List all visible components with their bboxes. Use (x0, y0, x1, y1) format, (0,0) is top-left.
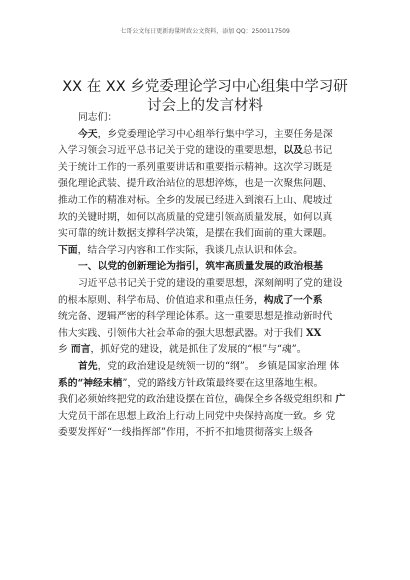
text-line (58, 176, 358, 193)
bold-text: 以及 (283, 145, 303, 157)
text-line (58, 243, 358, 260)
bold-text: 系的“ (58, 377, 84, 389)
text-segment: 实可靠的统计数据支撑科学决策，是摆在我们面前的重大课题。 (58, 228, 333, 240)
text-segment: ，乡党委理论学习中心组举行集中学习，主要任务是深 (97, 128, 333, 140)
text-segment: 乡 (58, 344, 71, 356)
text-segment: 总书记 (302, 145, 333, 157)
text-line (58, 376, 358, 393)
text-segment: 大党员干部在思想上政治上行动上同党中央保持高度一致。乡 党 (58, 410, 336, 422)
text-segment: 关于统计工作的一系列重要讲话和重要指示精神。这次学习既是 (58, 161, 333, 173)
text-line (58, 293, 358, 310)
text-segment: ”，党的路线方针政策最终要在这里落地生根。 (122, 377, 324, 389)
text-line (58, 359, 358, 376)
header-note: 七哥公文每日更新海量时政公文资料，添加 QQ：2500117509 (120, 28, 290, 35)
bold-text: 一、以党的创新理论为指引，筑牢高质量发展的政治根基 (78, 261, 323, 273)
text-line (58, 392, 358, 409)
bold-text: 而言 (70, 344, 91, 356)
text-line (58, 110, 358, 127)
text-line (58, 127, 358, 144)
text-segment: 强化理论武装、提升政治站位的思想淬炼，也是一次聚焦问题、 (58, 178, 333, 190)
bold-text: 下面 (58, 244, 78, 256)
bold-text: 今天 (78, 128, 98, 140)
text-line (58, 143, 358, 160)
text-segment: ，结合学习内容和工作实际，我谈几点认识和体会。 (77, 244, 303, 256)
text-line (58, 210, 358, 227)
bold-text: XX (306, 327, 322, 339)
bold-text: 广 (335, 394, 346, 406)
text-line (58, 425, 358, 442)
text-line (58, 309, 358, 326)
text-segment: 委要发挥好“一线指挥部”作用，不折不扣地贯彻落实上级各 (58, 427, 313, 439)
title-line-1: XX 在 XX 乡党委理论学习中心组集中学习研 (62, 79, 348, 95)
text-segment: 习近平总书记关于党的建设的重要思想，深刻阐明了党的建设 (78, 277, 343, 289)
bold-text: 神经末梢 (83, 377, 123, 389)
text-line (58, 276, 358, 293)
text-line (58, 160, 358, 177)
bold-text: 首先 (78, 360, 98, 372)
text-segment: 推动工作的精准对标。全乡的发展已经进入到滚石上山、爬坡过 (58, 194, 333, 206)
text-segment: 入学习领会习近平总书记关于党的建设的重要思想， (58, 145, 284, 157)
text-segment: 我们必须始终把党的政治建设摆在首位，确保全乡各级党组织和 (58, 394, 336, 406)
text-segment: 坎的关键时期，如何以高质量的党建引领高质量发展，如何以真 (58, 211, 333, 223)
text-segment: 的根本原则、科学布局、价值追求和重点任务， (58, 294, 264, 306)
text-line (58, 409, 358, 426)
title-line-2: 讨会上的发言材料 (147, 98, 263, 114)
text-line (58, 326, 358, 343)
text-segment: ，抓好党的建设，就是抓住了发展的“根”与“魂”。 (90, 344, 307, 356)
text-line (58, 226, 358, 243)
text-segment: 统完备、逻辑严密的科学理论体系。这一重要思想是推动新时代 (58, 311, 333, 323)
text-line (58, 193, 358, 210)
text-segment: ，党的政治建设是统领一切的“纲”。 乡镇是国家治理 体 (97, 360, 340, 372)
bold-text: 构成了一个系 (263, 294, 323, 306)
text-segment: 伟大实践、引领伟大社会革命的强大思想武器。对于我们 (58, 327, 307, 339)
document-body (58, 110, 358, 442)
text-line (58, 259, 358, 276)
text-segment: 同志们： (78, 112, 118, 123)
text-line (58, 342, 358, 359)
